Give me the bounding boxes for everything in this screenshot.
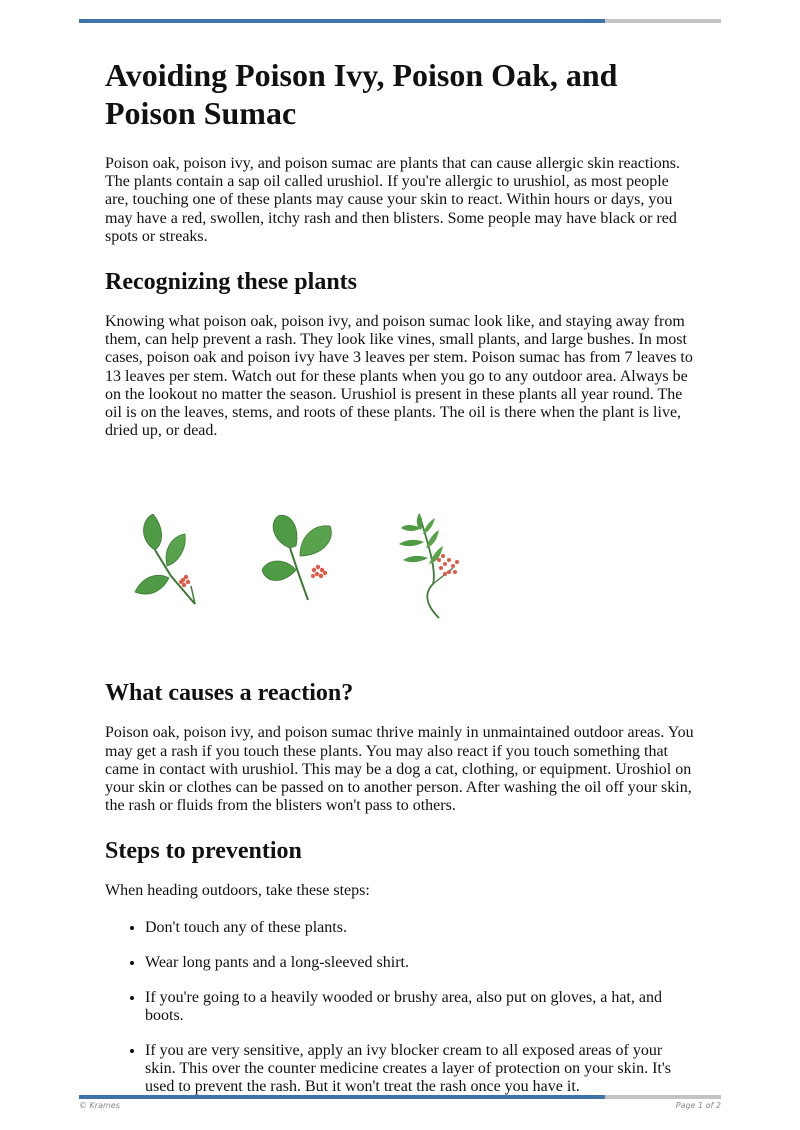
- list-item: • Wear long pants and a long-sleeved shirt.: [145, 954, 695, 972]
- page-number: Page 1 of 2: [675, 1101, 721, 1110]
- poison-oak-illustration: [260, 512, 345, 602]
- footer-progress-fill: [79, 1095, 605, 1099]
- page-title: Avoiding Poison Ivy, Poison Oak, and Poison Sumac: [105, 57, 618, 131]
- section-body-recognizing: Knowing what poison oak, poison ivy, and poison sumac look like, and staying away from them, can help prevent a rash. They look like vines, small plants, and large bushes. In most cases, poison oak and poison ivy have 3 leaves per stem. Poison sumac has from 7 leaves to 13 leaves per stem. Watch out for these plants when you go to any outdoor area. Always be on the lookout no matter the season. Urushiol is present in these plants all year round. The oil is on the leaves, stems, and roots of these plants. The oil is there when the plant is live, dried up, or dead.: [105, 313, 693, 440]
- section-body-prevention: When heading outdoors, take these steps:: [105, 882, 370, 900]
- prevention-list: [105, 919, 695, 1097]
- section-heading-causes: What causes a reaction?: [105, 680, 354, 707]
- section-heading-prevention: Steps to prevention: [105, 838, 302, 865]
- footer-progress-bar: [79, 1095, 721, 1099]
- intro-paragraph: Poison oak, poison ivy, and poison sumac are plants that can cause allergic skin reactions. The plants contain a sap oil called urushiol. If you're allergic to urushiol, as most people are, touching one of these plants may cause your skin to react. Within hours or days, you may have a red, swollen, itchy rash and then blisters. Some people may have black or red spots or streaks.: [105, 155, 680, 245]
- poison-sumac-illustration: [397, 510, 467, 622]
- document-body: [105, 56, 695, 1113]
- poison-ivy-illustration: [133, 514, 205, 614]
- list-item: • If you're going to a heavily wooded or brushy area, also put on gloves, a hat, and boots.: [145, 989, 695, 1025]
- plant-illustrations: [105, 462, 695, 667]
- section-body-causes: Poison oak, poison ivy, and poison sumac thrive mainly in unmaintained outdoor areas. You may get a rash if you touch these plants. You may also react if you touch something that came in contact with urushiol. This may be a dog a cat, clothing, or equipment. Uroshiol on your skin or clothes can be passed on to another person. After washing the oil off your skin, the rash or fluids from the blisters won't pass to others.: [105, 724, 694, 815]
- list-item: • Don't touch any of these plants.: [145, 919, 695, 937]
- copyright-label: © Krames: [79, 1101, 120, 1110]
- list-item: • If you are very sensitive, apply an ivy blocker cream to all exposed areas of your skin. This over the counter medicine creates a layer of protection on your skin. It's used to prevent the rash. But it won't treat the rash once you have it.: [145, 1042, 695, 1097]
- header-progress-bar: [79, 19, 721, 23]
- section-heading-recognizing: Recognizing these plants: [105, 269, 357, 296]
- header-progress-fill: [79, 19, 605, 23]
